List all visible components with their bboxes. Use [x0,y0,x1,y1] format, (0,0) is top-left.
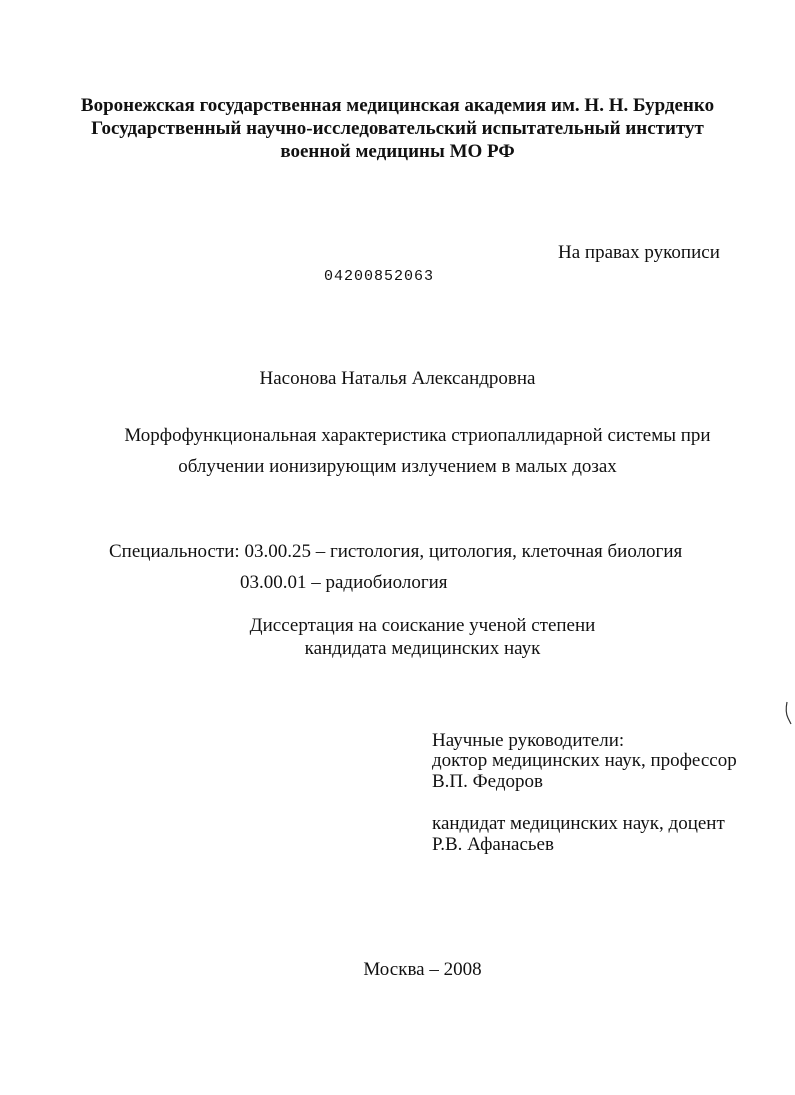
institution-line-2: Государственный научно-исследовательский испытательный институт [91,118,704,139]
supervisor-1-name: В.П. Федоров [432,771,543,792]
supervisor-2-name: Р.В. Афанасьев [432,834,554,855]
catalog-number: 04200852063 [324,268,435,285]
scan-edge-mark [784,700,792,726]
specialties-label: Специальности: [109,541,240,562]
institution-line-1: Воронежская государственная медицинская академия им. Н. Н. Бурденко [80,95,715,116]
specialty-item-2: 03.00.01 – радиобиология [240,572,448,593]
rights-note: На правах рукописи [558,242,720,263]
city-year: Москва – 2008 [363,959,482,980]
supervisors-heading: Научные руководители: [432,730,625,751]
specialties-row-1 [109,541,682,563]
institution-line-3: военной медицины МО РФ [280,141,515,162]
author-name: Насонова Наталья Александровна [259,368,536,389]
dissertation-title-line-2: облучении ионизирующим излучением в малых дозах [178,456,617,477]
degree-line-2: кандидата медицинских наук [304,638,541,659]
dissertation-title-line-1: Морфофункциональная характеристика стриопаллидарной системы при [124,425,711,446]
specialty-item-1: 03.00.25 – гистология, цитология, клеточная биология [244,541,683,562]
supervisor-1-title: доктор медицинских наук, профессор [432,750,737,771]
supervisor-2-title: кандидат медицинских наук, доцент [432,813,725,834]
degree-line-1: Диссертация на соискание ученой степени [249,615,596,636]
